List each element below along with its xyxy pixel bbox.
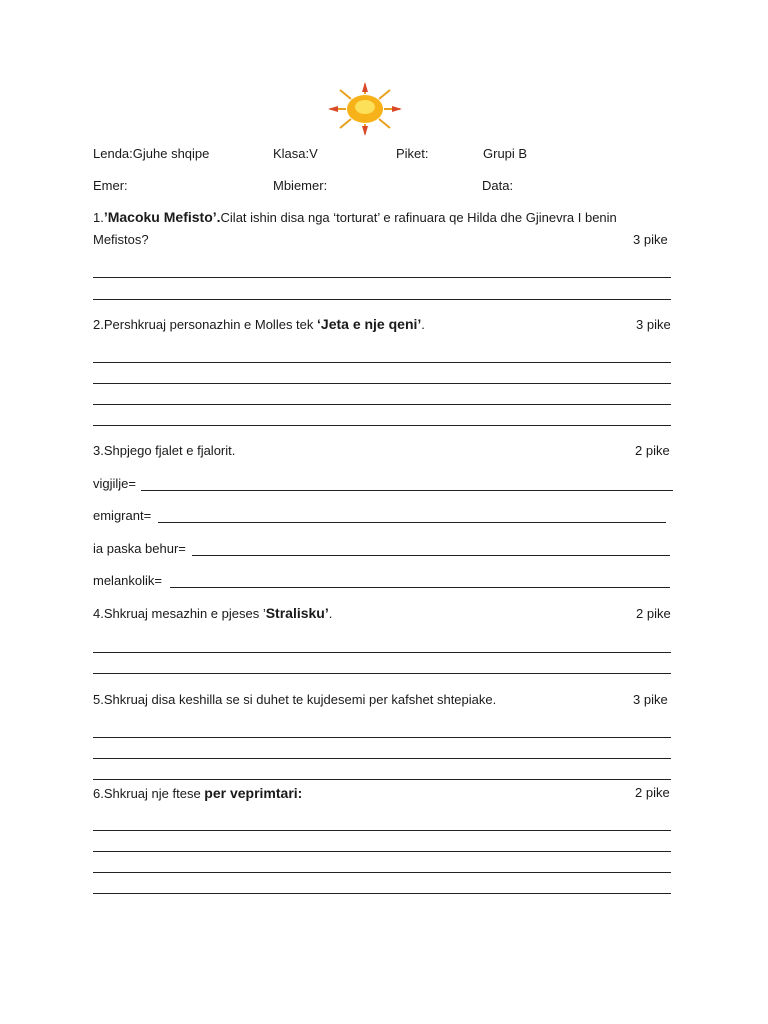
date-field[interactable]: Data: (482, 178, 514, 193)
surname-field[interactable]: Mbiemer: (273, 178, 328, 193)
group-label: Grupi B (483, 146, 528, 161)
vocab-answer-line[interactable] (192, 555, 670, 556)
question-4 (93, 605, 332, 621)
answer-line[interactable] (93, 277, 671, 278)
question-text: Cilat ishin disa nga ‘torturat’ e rafinuara qe Hilda dhe Gjinevra I benin (220, 210, 617, 225)
vocab-word: emigrant= (93, 508, 152, 523)
answer-line[interactable] (93, 673, 671, 674)
question-title: per veprimtari: (204, 785, 303, 801)
vocab-word: ia paska behur= (93, 541, 186, 556)
question-text: Shkruaj disa keshilla se si duhet te kujdesemi per kafshet shtepiake. (103, 692, 497, 707)
answer-line[interactable] (93, 758, 671, 759)
question-number: 3. (93, 443, 104, 458)
vocab-answer-line[interactable] (170, 587, 670, 588)
question-title: Stralisku’ (265, 605, 329, 621)
question-points: 3 pike (633, 692, 668, 707)
question-6 (93, 785, 302, 801)
subject-label: Lenda:Gjuhe shqipe (93, 146, 210, 161)
answer-line[interactable] (93, 893, 671, 894)
answer-line[interactable] (93, 425, 671, 426)
question-text: Shkruaj mesazhin e pjeses ’ (103, 606, 266, 621)
vocab-answer-line[interactable] (141, 490, 673, 491)
question-tail: . (328, 606, 333, 621)
question-points: 2 pike (636, 606, 671, 621)
question-tail: . (421, 317, 425, 332)
question-5 (93, 692, 496, 707)
answer-line[interactable] (93, 872, 671, 873)
points-label: Piket: (396, 146, 429, 161)
question-title: ’Macoku Mefisto’. (103, 209, 221, 225)
question-text: Shkruaj nje ftese (103, 786, 205, 801)
answer-line[interactable] (93, 830, 671, 831)
question-number: 2. (93, 317, 104, 332)
vocab-answer-line[interactable] (158, 522, 666, 523)
question-1 (93, 209, 617, 225)
vocab-word: melankolik= (93, 573, 163, 588)
class-label: Klasa:V (273, 146, 318, 161)
answer-line[interactable] (93, 779, 671, 780)
answer-line[interactable] (93, 652, 671, 653)
question-points: 3 pike (636, 317, 671, 332)
answer-line[interactable] (93, 851, 671, 852)
question-number: 6. (93, 786, 104, 801)
question-3 (93, 443, 235, 458)
vocab-word: vigjilje= (93, 476, 136, 491)
question-points: 2 pike (635, 443, 670, 458)
question-text: Pershkruaj personazhin e Molles tek (103, 317, 318, 332)
answer-line[interactable] (93, 299, 671, 300)
question-points: 2 pike (635, 785, 670, 800)
answer-line[interactable] (93, 737, 671, 738)
question-number: 1. (93, 210, 104, 225)
answer-line[interactable] (93, 383, 671, 384)
sun-icon (326, 82, 404, 136)
name-field[interactable]: Emer: (93, 178, 128, 193)
question-points: 3 pike (633, 232, 668, 247)
question-title: ‘Jeta e nje qeni’ (317, 316, 422, 332)
answer-line[interactable] (93, 404, 671, 405)
question-2 (93, 316, 425, 332)
question-number: 4. (93, 606, 104, 621)
question-text: Shpjego fjalet e fjalorit. (103, 443, 236, 458)
question-text-continued: Mefistos? (93, 232, 149, 247)
answer-line[interactable] (93, 362, 671, 363)
question-number: 5. (93, 692, 104, 707)
